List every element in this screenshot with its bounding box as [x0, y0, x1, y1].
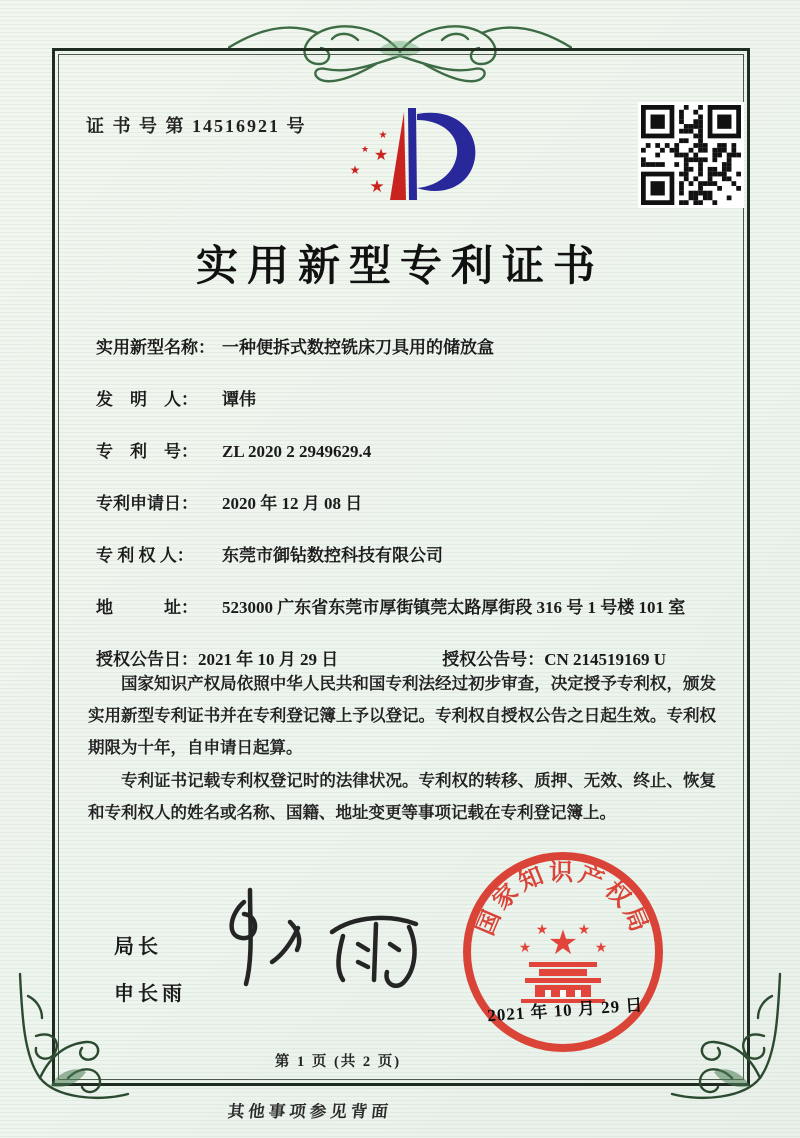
legal-text [88, 668, 716, 829]
field-value: ZL 2020 2 2949629.4 [222, 442, 372, 461]
svg-text:★: ★ [577, 923, 591, 938]
field-value: 一种便拆式数控铣床刀具用的储放盒 [222, 338, 494, 357]
svg-text:★: ★ [349, 163, 361, 177]
logo-red-wedge [390, 112, 406, 200]
corner-ornament-right [642, 956, 794, 1108]
field-value: 谭伟 [222, 390, 256, 409]
field-label: 地 址： [96, 598, 198, 617]
field-row-filing-date [96, 490, 710, 517]
cnipa-logo [333, 86, 505, 218]
svg-text:★: ★ [594, 941, 608, 956]
field-label: 实用新型名称： [96, 338, 215, 357]
corner-ornament-left [6, 956, 158, 1108]
signer-title: 局长 [114, 936, 162, 958]
field-label: 发 明 人： [96, 390, 198, 409]
logo-blue-bar [408, 108, 417, 200]
field-label: 专 利 号： [96, 442, 198, 461]
svg-text:★: ★ [378, 130, 388, 141]
grant-number-value: CN 214519169 U [544, 650, 667, 669]
seal-text: 国家知识产权局 [472, 860, 654, 940]
logo-blue-curve [417, 113, 475, 191]
grant-date-value: 2021 年 10 月 29 日 [198, 650, 339, 669]
field-value: 东莞市御钻数控科技有限公司 [222, 546, 443, 565]
svg-text:★: ★ [360, 144, 370, 154]
svg-text:★: ★ [373, 147, 389, 164]
qr-code [638, 102, 744, 208]
legal-paragraph-1: 国家知识产权局依照中华人民共和国专利法经过初步审查，决定授予专利权，颁发实用新型专利证书并在专利登记簿上予以登记。专利权自授权公告之日起生效。专利权期限为十年，自申请日起算。 [88, 674, 716, 758]
commissioner-signature [192, 882, 444, 1004]
back-note: 其他事项参见背面 [226, 1102, 393, 1121]
signer-name: 申长雨 [114, 983, 186, 1005]
certificate-title: 实用新型专利证书 [195, 244, 604, 290]
svg-text:★: ★ [518, 941, 532, 956]
field-row-patent-number [96, 438, 710, 465]
grant-date-label: 授权公告日： [96, 650, 198, 669]
certificate-number: 证 书 号 第 14516921 号 [86, 116, 307, 136]
field-row-inventor [96, 386, 710, 413]
field-row-patentee [96, 542, 710, 569]
field-value: 2020 年 12 月 08 日 [222, 494, 363, 513]
svg-text:★: ★ [369, 177, 385, 196]
logo-stars [350, 130, 389, 196]
page-footer: 第 1 页 (共 2 页) [274, 1054, 402, 1070]
grant-number-label: 授权公告号： [442, 650, 545, 669]
seal-emblem [519, 923, 608, 1003]
certificate-fields [96, 334, 710, 673]
field-row-utility-name [96, 334, 710, 361]
svg-text:★: ★ [547, 925, 579, 962]
legal-paragraph-2: 专利证书记载专利权登记时的法律状况。专利权的转移、质押、无效、终止、恢复和专利权人的姓名或名称、国籍、地址变更等事项记载在专利登记簿上。 [88, 770, 716, 822]
svg-text:★: ★ [535, 923, 549, 938]
field-row-address [96, 594, 710, 621]
seal-date: 2021 年 10 月 29 日 [486, 995, 644, 1026]
field-label: 专 利 权 人： [96, 546, 194, 565]
field-label: 专利申请日： [96, 494, 198, 513]
field-value: 523000 广东省东莞市厚街镇莞太路厚街段 316 号 1 号楼 101 室 [222, 598, 686, 617]
